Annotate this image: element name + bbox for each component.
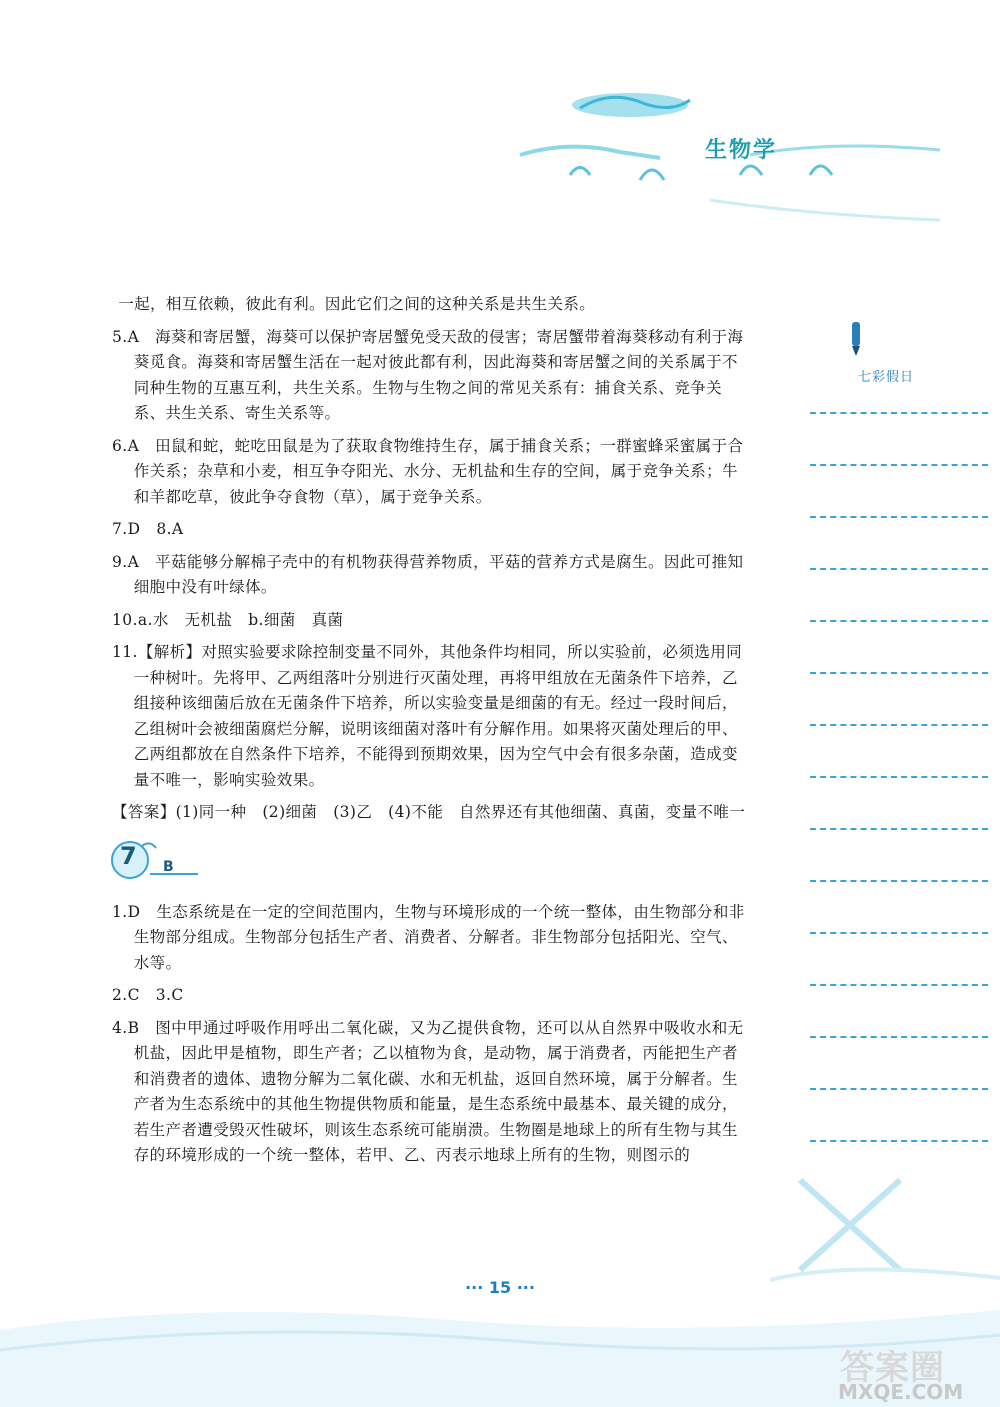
side-brand-label: 七彩假日 <box>858 370 915 385</box>
section-number: 7 <box>120 841 138 870</box>
answer-key: 【答案】(1)同一种 (2)细菌 (3)乙 (4)不能 自然界还有其他细菌、真菌，变量不唯一 <box>112 803 746 821</box>
answer-content <box>112 292 752 1176</box>
page-number: ··· 15 ··· <box>465 1278 535 1297</box>
note-line <box>810 620 988 622</box>
note-line <box>810 568 988 570</box>
answer-paragraph: 一起，相互依赖，彼此有利。因此它们之间的这种关系是共生关系。 <box>118 295 596 313</box>
note-line <box>810 932 988 934</box>
note-line <box>810 672 988 674</box>
pen-icon <box>846 322 866 358</box>
section-heading <box>112 838 752 882</box>
answer-item: 10.a.水 无机盐 b.细菌 真菌 <box>112 610 344 629</box>
note-line <box>810 984 988 986</box>
note-line <box>810 464 988 466</box>
note-line <box>810 880 988 882</box>
note-line <box>810 1088 988 1090</box>
note-line <box>810 412 988 414</box>
watermark-text: 答案圈 <box>840 1348 945 1388</box>
note-line <box>810 1036 988 1038</box>
answer-item: 2.C 3.C <box>112 986 184 1004</box>
corner-decoration <box>770 1160 1000 1310</box>
answer-item: 11.【解析】对照实验要求除控制变量不同外，其他条件均相同，所以实验前，必须选用同一种树叶。先将甲、乙两组落叶分别进行灭菌处理，再将甲组放在无菌条件下培养，乙组接种该细菌后放在无菌条件下培养，所以实验变量是细菌的有无。经过一段时间后，乙组树叶会被细菌腐烂分解，说明该细菌对落叶有分解作用。如果将灭菌处理后的甲、乙两组都放在自然条件下培养，不能得到预期效果，因为空气中会有很多杂菌，造成变量不唯一，影响实验效果。 <box>112 643 743 789</box>
section-letter: B <box>163 858 175 875</box>
note-line <box>810 776 988 778</box>
answer-item: 4.B 图中甲通过呼吸作用呼出二氧化碳，又为乙提供食物，还可以从自然界中吸收水和无机盐，因此甲是植物，即生产者；乙以植物为食，是动物，属于消费者，丙能把生产者和消费者的遗体、遗物分解为二氧化碳、水和无机盐，返回自然环境，属于分解者。生产者为生态系统中的其他生物提供物质和能量，是生态系统中最基本、最关键的成分，若生产者遭受毁灭性破坏，则该生态系统可能崩溃。生物圈是地球上的所有生物与其生存的环境形成的一个统一整体，若甲、乙、丙表示地球上所有的生物，则图示的 <box>112 1018 744 1164</box>
answer-item: 9.A 平菇能够分解棉子壳中的有机物获得营养物质，平菇的营养方式是腐生。因此可推知细胞中没有叶绿体。 <box>112 552 744 596</box>
note-line <box>810 1140 988 1142</box>
header-subject-title: 生物学 <box>705 138 778 163</box>
answer-item: 5.A 海葵和寄居蟹，海葵可以保护寄居蟹免受天敌的侵害；寄居蟹带着海葵移动有利于海葵觅食。海葵和寄居蟹生活在一起对彼此都有利，因此海葵和寄居蟹之间的关系属于不同种生物的互惠互利，共生关系。生物与生物之间的常见关系有：捕食关系、竞争关系、共生关系、寄生关系等。 <box>112 327 744 422</box>
watermark-url: MXQE.COM <box>838 1380 964 1404</box>
note-line <box>810 828 988 830</box>
answer-item: 7.D 8.A <box>112 520 184 538</box>
note-line <box>810 516 988 518</box>
answer-item: 1.D 生态系统是在一定的空间范围内，生物与环境形成的一个统一整体，由生物部分和非生物部分组成。生物部分包括生产者、消费者、分解者。非生物部分包括阳光、空气、水等。 <box>112 902 745 972</box>
note-line <box>810 724 988 726</box>
answer-item: 6.A 田鼠和蛇，蛇吃田鼠是为了获取食物维持生存，属于捕食关系；一群蜜蜂采蜜属于合作关系；杂草和小麦，相互争夺阳光、水分、无机盐和生存的空间，属于竞争关系；牛和羊都吃草，彼此争夺食物（草），属于竞争关系。 <box>112 436 744 506</box>
